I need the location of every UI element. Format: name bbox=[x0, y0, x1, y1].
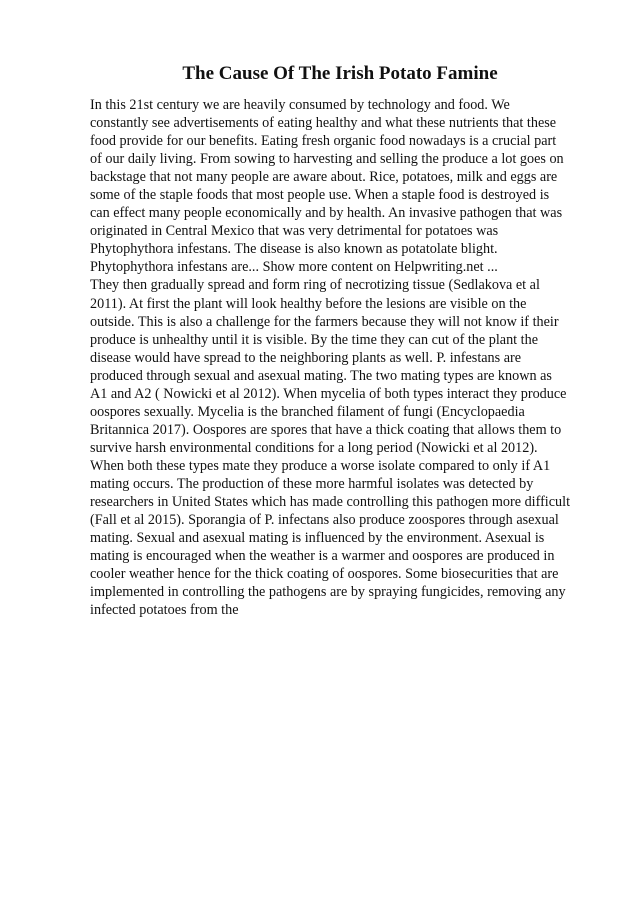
body-line: (Fall et al 2015). Sporangia of P. infectans also produce zoospores through asexual bbox=[90, 512, 559, 529]
body-line: can effect many people economically and by health. An invasive pathogen that was bbox=[90, 205, 563, 222]
body-line: mating occurs. The production of these more harmful isolates was detected by bbox=[90, 475, 534, 492]
body-line: implemented in controlling the pathogens are by spraying fungicides, removing any bbox=[90, 584, 566, 601]
body-line: some of the staple foods that most people use. When a staple food is destroyed is bbox=[90, 187, 550, 204]
body-line: constantly see advertisements of eating healthy and what these nutrients that these bbox=[90, 115, 557, 132]
body-line: They then gradually spread and form ring of necrotizing tissue (Sedlakova et al bbox=[90, 277, 540, 294]
body-line: food provide for our benefits. Eating fresh organic food nowadays is a crucial part bbox=[90, 133, 557, 150]
body-line: When both these types mate they produce a worse isolate compared to only if A1 bbox=[90, 457, 551, 474]
body-line: Phytophythora infestans. The disease is also known as potatolate blight. bbox=[90, 241, 498, 258]
body-line: disease would have spread to the neighboring plants as well. P. infestans are bbox=[90, 349, 522, 366]
body-line: Phytophythora infestans are... Show more content on Helpwriting.net ... bbox=[90, 259, 498, 276]
body-line: oospores sexually. Mycelia is the branched filament of fungi (Encyclopaedia bbox=[90, 403, 525, 420]
body-line: mating is encouraged when the weather is a warmer and oospores are produced in bbox=[90, 548, 555, 565]
body-line: cooler weather hence for the thick coating of oospores. Some biosecurities that are bbox=[90, 566, 559, 583]
body-line: 2011). At first the plant will look healthy before the lesions are visible on the bbox=[90, 295, 527, 312]
body-line: backstage that not many people are aware about. Rice, potatoes, milk and eggs are bbox=[90, 169, 558, 186]
body-line: produce is unhealthy until it is visible. By the time they can cut of the plant the bbox=[90, 331, 538, 348]
body-line: researchers in United States which has made controlling this pathogen more difficult bbox=[90, 494, 571, 511]
page-title: The Cause Of The Irish Potato Famine bbox=[182, 63, 498, 84]
body-text bbox=[90, 96, 590, 619]
body-line: In this 21st century we are heavily consumed by technology and food. We bbox=[90, 97, 510, 113]
body-line: survive harsh environmental conditions for a long period (Nowicki et al 2012). bbox=[90, 439, 538, 456]
body-line: Britannica 2017). Oospores are spores that have a thick coating that allows them to bbox=[90, 421, 562, 438]
body-line: infected potatoes from the bbox=[90, 602, 239, 619]
body-line: outside. This is also a challenge for the farmers because they will not know if their bbox=[90, 313, 559, 330]
body-line: of our daily living. From sowing to harvesting and selling the produce a lot goes on bbox=[90, 151, 564, 168]
body-line: produced through sexual and asexual mating. The two mating types are known as bbox=[90, 367, 552, 384]
body-line: mating. Sexual and asexual mating is influenced by the environment. Asexual is bbox=[90, 530, 545, 547]
body-line: A1 and A2 ( Nowicki et al 2012). When mycelia of both types interact they produce bbox=[90, 385, 567, 402]
body-line: originated in Central Mexico that was very detrimental for potatoes was bbox=[90, 223, 499, 240]
